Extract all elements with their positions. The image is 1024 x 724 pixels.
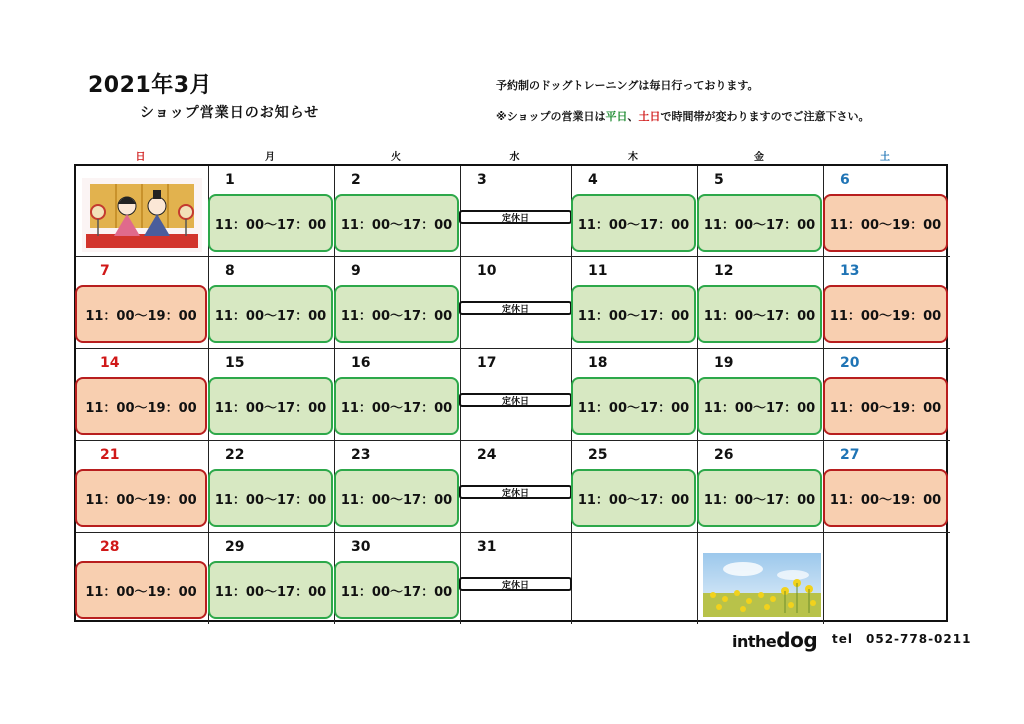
weekday-hours-badge: 11：00～17：00 bbox=[697, 194, 822, 252]
day-cell-11 bbox=[572, 257, 698, 349]
weekend-hours-badge: 11：00～19：00 bbox=[75, 469, 207, 527]
day-number: 22 bbox=[225, 447, 245, 463]
day-cell-17 bbox=[461, 349, 572, 441]
day-of-week-6: 土 bbox=[880, 152, 890, 163]
day-of-week-2: 火 bbox=[391, 152, 401, 163]
day-cell-23 bbox=[335, 441, 461, 533]
closed-day-badge: 定休日 bbox=[459, 393, 572, 407]
day-cell-24 bbox=[461, 441, 572, 533]
day-of-week-1: 月 bbox=[265, 152, 275, 163]
weekday-hours-badge: 11：00～17：00 bbox=[571, 377, 696, 435]
day-cell-20 bbox=[824, 349, 950, 441]
day-cell-31 bbox=[461, 533, 572, 624]
day-cell-21 bbox=[76, 441, 209, 533]
weekday-hours-badge: 11：00～17：00 bbox=[697, 285, 822, 343]
day-cell-9 bbox=[335, 257, 461, 349]
weekday-hours-badge: 11：00～17：00 bbox=[334, 469, 459, 527]
page-subtitle: ショップ営業日のお知らせ bbox=[140, 105, 320, 121]
closed-day-badge: 定休日 bbox=[459, 485, 572, 499]
day-of-week-0: 日 bbox=[135, 152, 146, 163]
empty-cell bbox=[698, 533, 824, 624]
hina-dolls-illustration bbox=[82, 178, 202, 252]
day-cell-18 bbox=[572, 349, 698, 441]
day-cell-19 bbox=[698, 349, 824, 441]
day-number: 4 bbox=[588, 172, 598, 188]
day-cell-10 bbox=[461, 257, 572, 349]
day-number: 16 bbox=[351, 355, 371, 371]
day-cell-8 bbox=[209, 257, 335, 349]
rapeseed-field-photo bbox=[703, 553, 821, 617]
day-number: 28 bbox=[100, 539, 120, 555]
day-number: 27 bbox=[840, 447, 860, 463]
closed-day-badge: 定休日 bbox=[459, 210, 572, 224]
weekend-hours-badge: 11：00～19：00 bbox=[823, 194, 948, 252]
weekday-hours-badge: 11：00～17：00 bbox=[571, 285, 696, 343]
weekday-hours-badge: 11：00～17：00 bbox=[334, 561, 459, 619]
hours-note-sep: 、 bbox=[627, 110, 639, 123]
weekend-hours-badge: 11：00～19：00 bbox=[75, 285, 207, 343]
empty-cell bbox=[824, 533, 950, 624]
day-number: 25 bbox=[588, 447, 608, 463]
logo-in: in bbox=[732, 632, 748, 651]
day-number: 10 bbox=[477, 263, 497, 279]
empty-cell bbox=[76, 166, 209, 257]
day-cell-29 bbox=[209, 533, 335, 624]
day-number: 15 bbox=[225, 355, 245, 371]
day-number: 21 bbox=[100, 447, 120, 463]
day-number: 8 bbox=[225, 263, 235, 279]
day-cell-30 bbox=[335, 533, 461, 624]
weekday-hours-badge: 11：00～17：00 bbox=[697, 469, 822, 527]
day-cell-13 bbox=[824, 257, 950, 349]
day-number: 23 bbox=[351, 447, 371, 463]
day-cell-3 bbox=[461, 166, 572, 257]
day-cell-22 bbox=[209, 441, 335, 533]
day-cell-4 bbox=[572, 166, 698, 257]
day-cell-28 bbox=[76, 533, 209, 624]
logo-dog: dog bbox=[776, 628, 818, 652]
day-number: 1 bbox=[225, 172, 235, 188]
day-cell-6 bbox=[824, 166, 950, 257]
day-cell-15 bbox=[209, 349, 335, 441]
day-number: 12 bbox=[714, 263, 734, 279]
day-number: 11 bbox=[588, 263, 608, 279]
day-number: 19 bbox=[714, 355, 734, 371]
day-of-week-3: 水 bbox=[509, 152, 520, 163]
day-number: 6 bbox=[840, 172, 850, 188]
day-cell-2 bbox=[335, 166, 461, 257]
day-number: 17 bbox=[477, 355, 497, 371]
day-number: 2 bbox=[351, 172, 361, 188]
day-number: 24 bbox=[477, 447, 497, 463]
day-number: 3 bbox=[477, 172, 487, 188]
weekday-hours-badge: 11：00～17：00 bbox=[571, 469, 696, 527]
day-cell-16 bbox=[335, 349, 461, 441]
day-cell-27 bbox=[824, 441, 950, 533]
day-cell-26 bbox=[698, 441, 824, 533]
day-cell-12 bbox=[698, 257, 824, 349]
closed-day-badge: 定休日 bbox=[459, 577, 572, 591]
weekday-hours-badge: 11：00～17：00 bbox=[208, 561, 333, 619]
day-number: 20 bbox=[840, 355, 860, 371]
logo-the: the bbox=[747, 632, 777, 651]
rapeseed-field-image bbox=[703, 553, 821, 621]
day-cell-25 bbox=[572, 441, 698, 533]
day-number: 7 bbox=[100, 263, 110, 279]
weekday-hours-badge: 11：00～17：00 bbox=[208, 469, 333, 527]
shop-phone: tel 052-778-0211 bbox=[832, 632, 972, 646]
weekday-hours-badge: 11：00～17：00 bbox=[334, 285, 459, 343]
shop-logo bbox=[732, 628, 817, 652]
weekend-hours-badge: 11：00～19：00 bbox=[823, 377, 948, 435]
day-number: 26 bbox=[714, 447, 734, 463]
day-of-week-5: 金 bbox=[754, 152, 764, 163]
weekday-hours-badge: 11：00～17：00 bbox=[697, 377, 822, 435]
weekday-hours-badge: 11：00～17：00 bbox=[208, 285, 333, 343]
empty-cell bbox=[572, 533, 698, 624]
weekend-hours-badge: 11：00～19：00 bbox=[75, 377, 207, 435]
weekday-hours-badge: 11：00～17：00 bbox=[334, 194, 459, 252]
weekday-hours-badge: 11：00～17：00 bbox=[208, 377, 333, 435]
weekend-hours-badge: 11：00～19：00 bbox=[75, 561, 207, 619]
weekend-hours-badge: 11：00～19：00 bbox=[823, 469, 948, 527]
calendar-grid bbox=[74, 164, 948, 622]
page-title: 2021年3月 bbox=[88, 73, 213, 98]
day-cell-14 bbox=[76, 349, 209, 441]
day-number: 18 bbox=[588, 355, 608, 371]
hours-note-weekday: 平日 bbox=[605, 110, 628, 123]
closed-day-badge: 定休日 bbox=[459, 301, 572, 315]
day-number: 9 bbox=[351, 263, 361, 279]
day-number: 13 bbox=[840, 263, 860, 279]
hina-dolls-image bbox=[82, 178, 202, 256]
weekday-hours-badge: 11：00～17：00 bbox=[208, 194, 333, 252]
day-cell-1 bbox=[209, 166, 335, 257]
training-note: 予約制のドッグトレーニングは毎日行っております。 bbox=[496, 79, 759, 92]
day-number: 29 bbox=[225, 539, 245, 555]
day-of-week-4: 木 bbox=[628, 152, 638, 163]
day-number: 14 bbox=[100, 355, 120, 371]
day-cell-7 bbox=[76, 257, 209, 349]
weekday-hours-badge: 11：00～17：00 bbox=[334, 377, 459, 435]
hours-note bbox=[496, 108, 869, 124]
weekday-hours-badge: 11：00～17：00 bbox=[571, 194, 696, 252]
day-number: 30 bbox=[351, 539, 371, 555]
hours-note-prefix: ※ショップの営業日は bbox=[496, 110, 606, 123]
weekend-hours-badge: 11：00～19：00 bbox=[823, 285, 948, 343]
day-number: 31 bbox=[477, 539, 497, 555]
hours-note-suffix: で時間帯が変わりますのでご注意下さい。 bbox=[660, 110, 870, 123]
day-cell-5 bbox=[698, 166, 824, 257]
hours-note-weekend: 土日 bbox=[638, 110, 661, 123]
day-number: 5 bbox=[714, 172, 724, 188]
